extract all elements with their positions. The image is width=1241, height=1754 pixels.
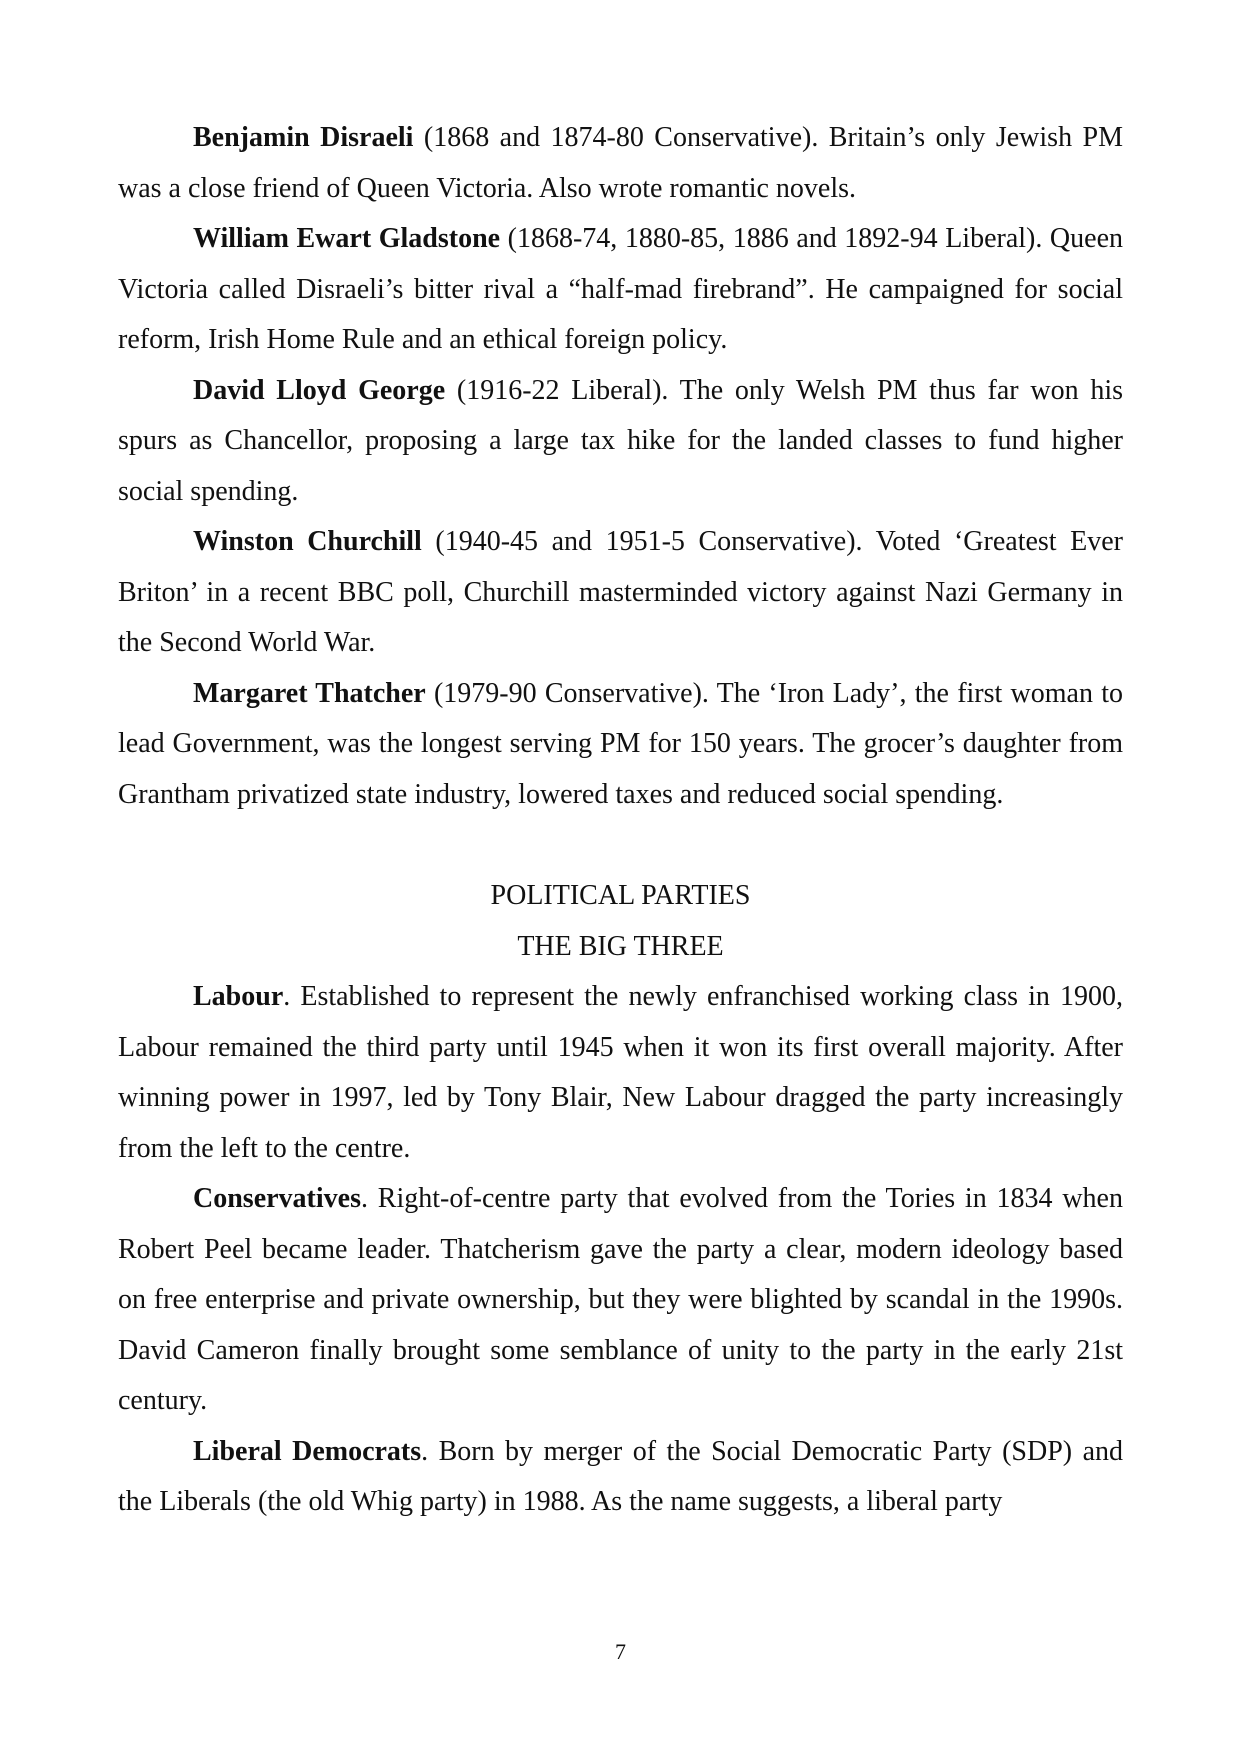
section-subtitle: THE BIG THREE [517,930,724,962]
party-entry-liberal-democrats [118,1427,1123,1528]
pm-description: (1940-45 and 1951-5 Conservative). Voted ‘Greatest Ever Briton’ in a recent BBC poll, Churchill masterminded victory against Nazi Germany in the Second World War. [118,526,1123,658]
party-description: . Right-of-centre party that evolved from the Tories in 1834 when Robert Peel became leader. Thatcherism gave the party a clear, modern ideology based on free enterprise and private ownership, but they were blighted by scandal in the 1990s. David Cameron finally brought some semblance of unity to the party in the early 21st century. [118,1183,1123,1416]
pm-description: (1868 and 1874-80 Conservative). Britain’s only Jewish PM was a close friend of Queen Victoria. Also wrote romantic novels. [118,122,1123,204]
pm-entry-disraeli [118,113,1123,214]
section-title: POLITICAL PARTIES [490,880,751,911]
party-name: Labour [193,981,284,1012]
pm-description: (1979-90 Conservative). The ‘Iron Lady’, the first woman to lead Government, was the longest serving PM for 150 years. The grocer’s daughter from Grantham privatized state industry, lowered taxes and reduced social spending. [118,677,1123,810]
pm-name: Margaret Thatcher [193,677,426,709]
pm-entry-churchill [118,517,1123,669]
pm-name: Benjamin Disraeli [193,122,414,153]
party-entry-labour [118,972,1123,1174]
party-name: Conservatives [193,1183,361,1214]
page-number: 7 [615,1639,626,1664]
pm-entry-gladstone [118,214,1123,366]
party-entry-conservatives [118,1174,1123,1427]
party-name: Liberal Democrats [193,1435,422,1467]
pm-description: (1868-74, 1880-85, 1886 and 1892-94 Liberal). Queen Victoria called Disraeli’s bitter rival a “half-mad firebrand”. He campaigned for social reform, Irish Home Rule and an ethical foreign policy. [118,223,1124,355]
party-description: . Born by merger of the Social Democratic Party (SDP) and the Liberals (the old Whig party) in 1988. As the name suggests, a liberal party [118,1435,1123,1517]
pm-name: William Ewart Gladstone [193,223,501,254]
pm-entry-thatcher [118,669,1123,821]
pm-entry-lloyd-george [118,366,1123,518]
pm-description: (1916-22 Liberal). The only Welsh PM thus far won his spurs as Chancellor, proposing a large tax hike for the landed classes to fund higher social spending. [118,374,1123,507]
document-page [118,113,1123,1528]
pm-name: Winston Churchill [193,526,422,557]
pm-name: David Lloyd George [193,374,446,406]
party-description: . Established to represent the newly enfranchised working class in 1900, Labour remained the third party until 1945 when it won its first overall majority. After winning power in 1997, led by Tony Blair, New Labour dragged the party increasingly from the left to the centre. [118,981,1123,1164]
section-spacer [118,820,1123,871]
